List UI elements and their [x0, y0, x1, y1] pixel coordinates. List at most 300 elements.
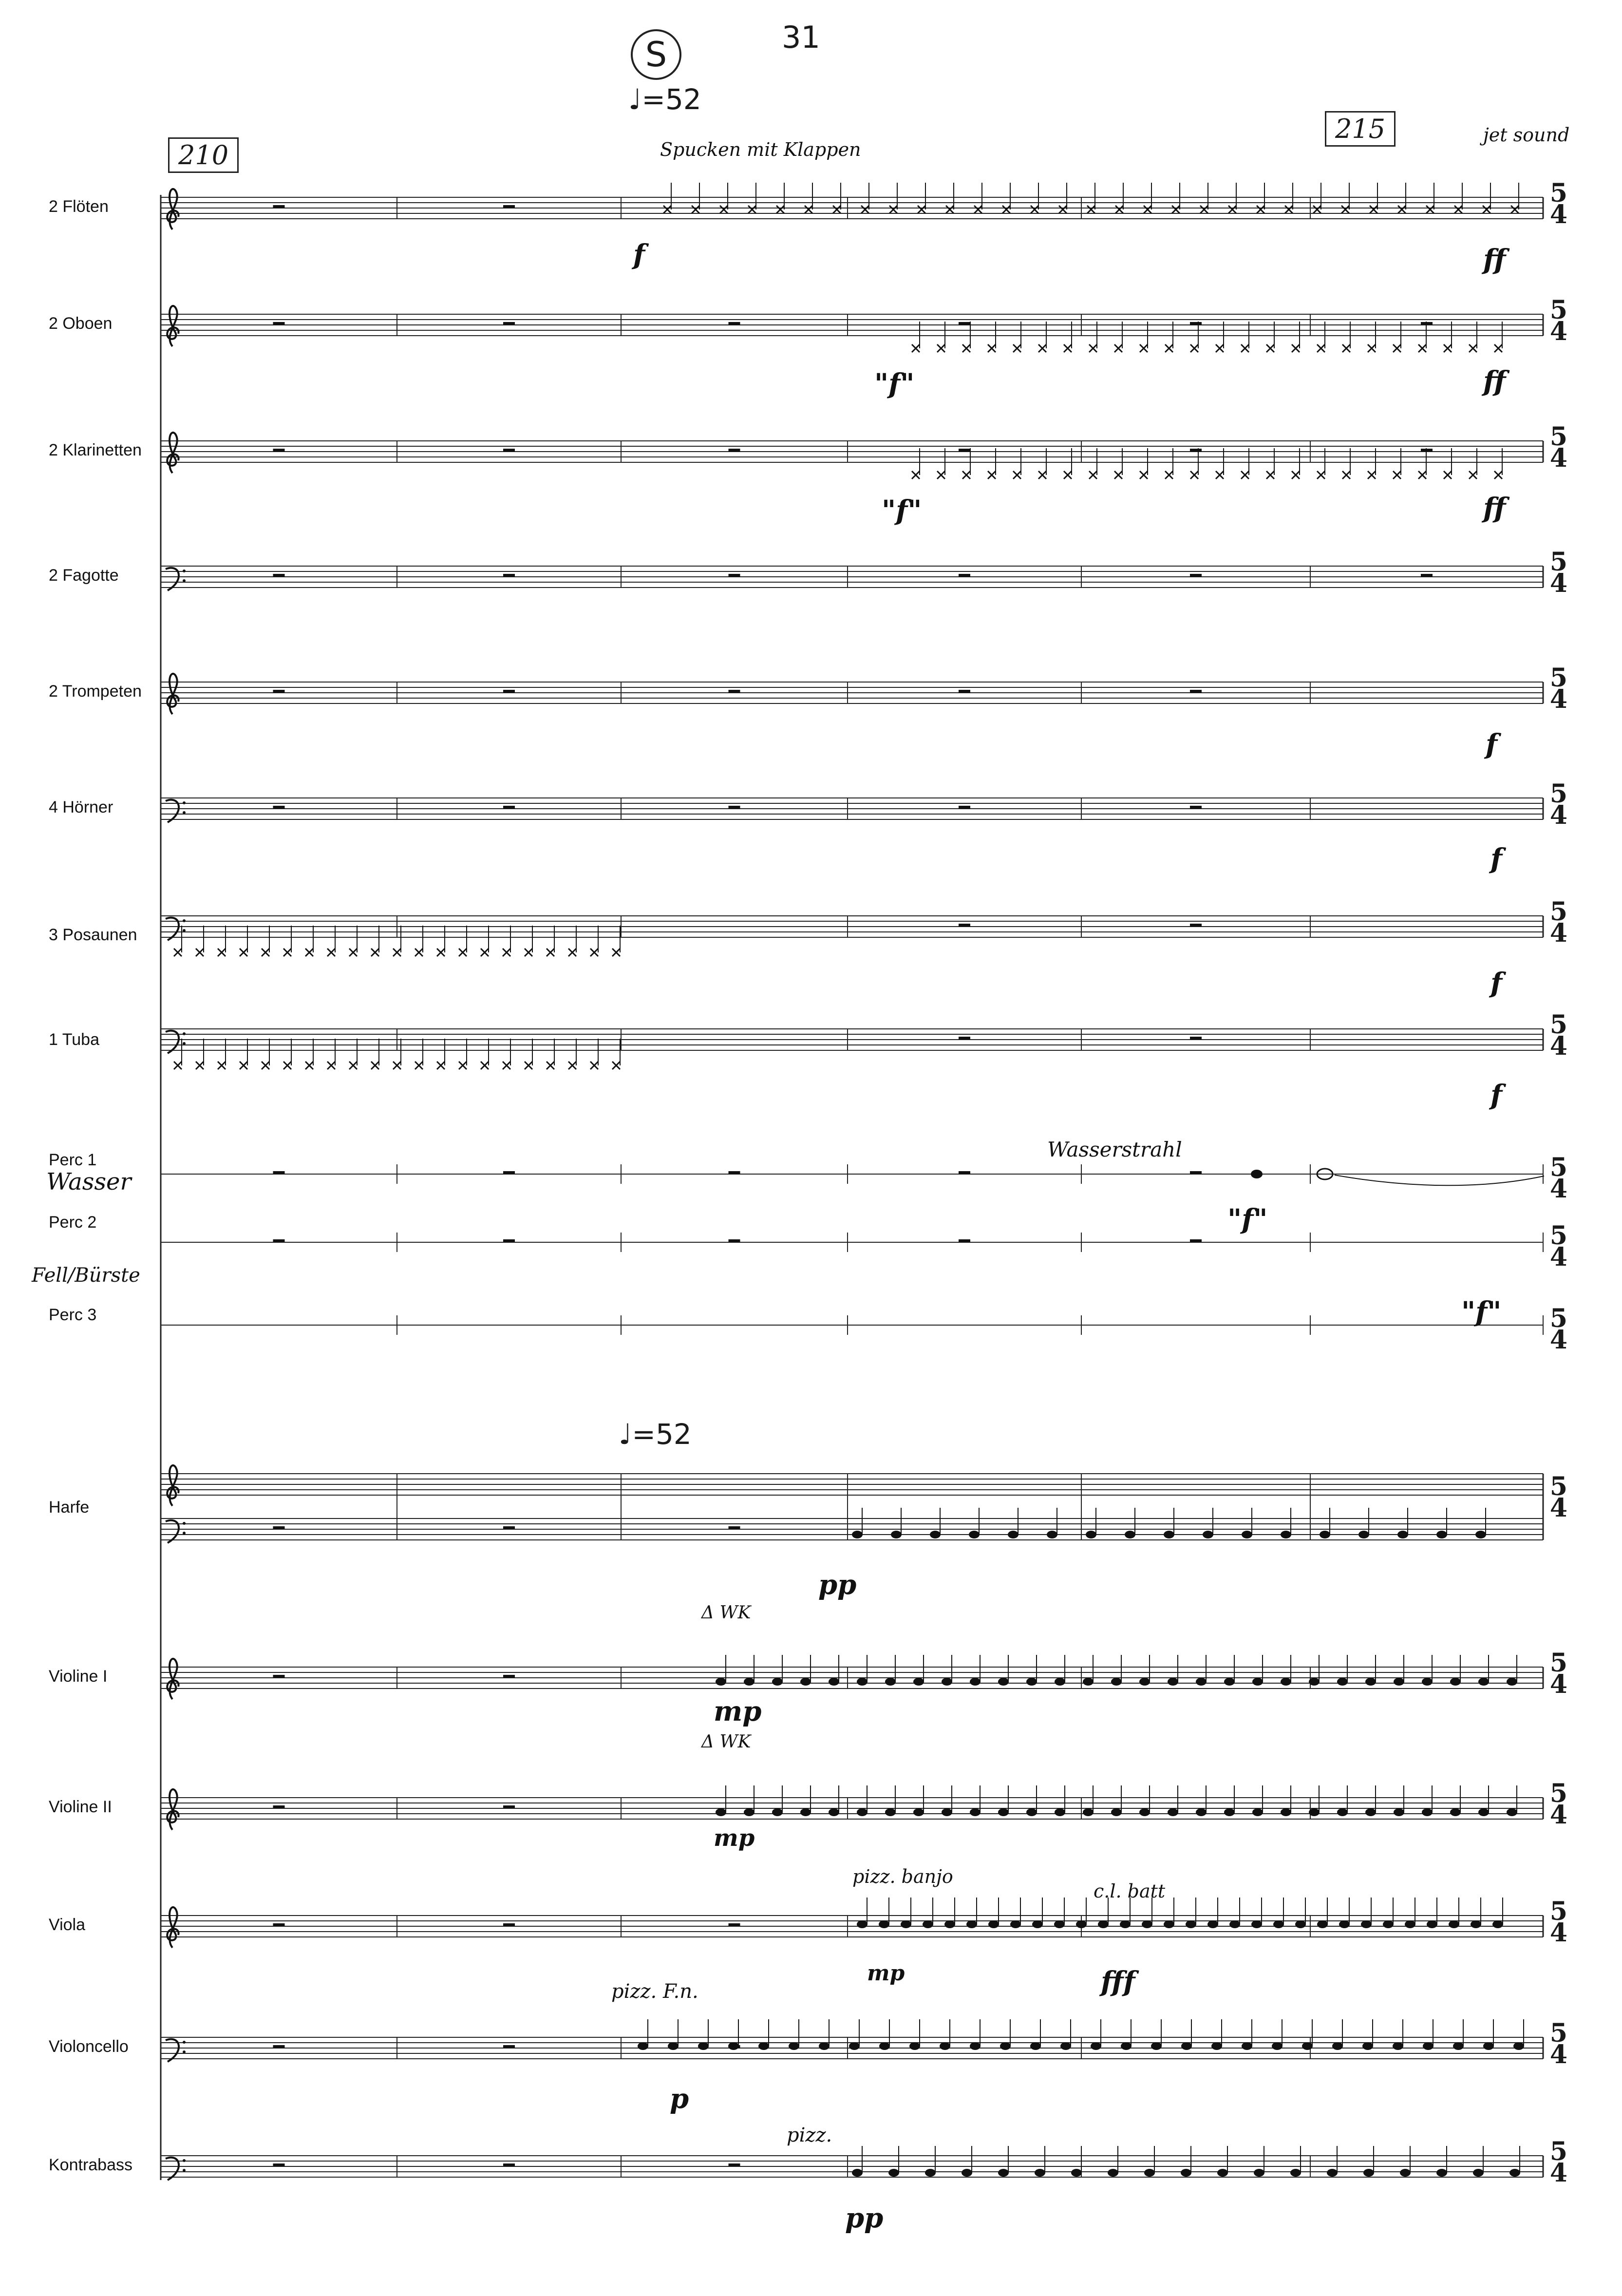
instrument-label-perc3: Perc 3 — [49, 1306, 97, 1324]
violin-note — [1083, 1808, 1094, 1816]
viola-note — [1492, 1920, 1503, 1928]
viola-note — [1207, 1920, 1218, 1928]
violin-note — [1252, 1808, 1263, 1816]
viola-note — [1076, 1920, 1087, 1928]
viola-note — [1054, 1920, 1065, 1928]
violin-note — [885, 1808, 896, 1816]
bass-clef-dot — [183, 919, 186, 922]
viola-note — [966, 1920, 977, 1928]
time-signature-denominator: 4 — [1549, 800, 1568, 830]
bass-note — [1108, 2169, 1118, 2177]
bass-note — [925, 2169, 936, 2177]
violin-note — [913, 1678, 924, 1686]
cello-note — [789, 2042, 799, 2050]
dynamic-oboen-ff: ff — [1483, 365, 1506, 398]
whole-rest — [273, 1805, 285, 1808]
whole-rest — [959, 690, 970, 693]
time-signature-numerator: 5 — [1549, 295, 1568, 325]
dynamic-klarinetten-f: "f" — [882, 494, 922, 527]
treble-clef-icon — [167, 1465, 178, 1506]
time-signature-numerator: 5 — [1549, 1897, 1568, 1926]
violin-note — [1309, 1808, 1320, 1816]
time-signature-numerator: 5 — [1549, 1304, 1568, 1333]
whole-rest — [729, 1923, 740, 1926]
harp-note — [891, 1531, 902, 1538]
violin-note — [998, 1808, 1009, 1816]
violin-note — [1111, 1808, 1122, 1816]
time-signature-denominator: 4 — [1549, 1031, 1568, 1061]
violin-note — [744, 1678, 754, 1686]
whole-rest — [273, 574, 285, 577]
annotation-pizz-kb: pizz. — [787, 2124, 832, 2146]
violin-note — [1281, 1678, 1291, 1686]
whole-rest — [503, 205, 515, 208]
harp-note — [930, 1531, 941, 1538]
bass-note — [1400, 2169, 1411, 2177]
instrument-label-fagotte: 2 Fagotte — [49, 566, 119, 585]
annotation-wk-violine-2: Δ WK — [701, 1732, 751, 1752]
cello-note — [1211, 2042, 1222, 2050]
bass-clef-dot — [183, 2050, 186, 2053]
violin-note — [970, 1678, 981, 1686]
violin-note — [716, 1808, 726, 1816]
viola-note — [1295, 1920, 1306, 1928]
bass-note — [1144, 2169, 1155, 2177]
harp-note — [1242, 1531, 1252, 1538]
time-signature-denominator: 4 — [1549, 1325, 1568, 1355]
instrument-label-floeten: 2 Flöten — [49, 197, 109, 216]
violin-note — [1224, 1678, 1235, 1686]
time-signature — [1549, 178, 1568, 229]
annotation-pizz-banjo: pizz. banjo — [852, 1866, 953, 1887]
viola-note — [1032, 1920, 1043, 1928]
violin-note — [913, 1808, 924, 1816]
time-signature-denominator: 4 — [1549, 1800, 1568, 1830]
time-signature-numerator: 5 — [1549, 547, 1568, 577]
bass-note — [852, 2169, 863, 2177]
time-signature — [1549, 1153, 1568, 1204]
annotation-wasserstrahl: Wasserstrahl — [1047, 1138, 1182, 1161]
cello-note — [638, 2042, 648, 2050]
bass-clef-dot — [183, 1532, 186, 1535]
whole-rest — [959, 924, 970, 927]
instrument-label-oboen: 2 Oboen — [49, 314, 113, 333]
violin-note — [998, 1678, 1009, 1686]
violin-note — [1337, 1808, 1348, 1816]
whole-rest — [273, 806, 285, 809]
violin-note — [1026, 1808, 1037, 1816]
rehearsal-mark-letter: S — [645, 35, 667, 75]
whole-rest — [1190, 449, 1202, 452]
cello-note — [1272, 2042, 1283, 2050]
violin-note — [1507, 1808, 1517, 1816]
harp-note — [1436, 1531, 1447, 1538]
time-signature — [1549, 1648, 1568, 1699]
dynamic-oboen-f: "f" — [874, 368, 915, 400]
violin-note — [1394, 1678, 1404, 1686]
cello-note — [1393, 2042, 1403, 2050]
cello-note — [1181, 2042, 1192, 2050]
time-signature-denominator: 4 — [1549, 2040, 1568, 2069]
whole-rest — [729, 449, 740, 452]
whole-rest — [503, 449, 515, 452]
viola-note — [879, 1920, 889, 1928]
bass-clef-dot — [183, 801, 186, 804]
bass-clef-dot — [183, 1032, 186, 1035]
violin-note — [1394, 1808, 1404, 1816]
cello-note — [668, 2042, 679, 2050]
dynamic-viola-fff: fff — [1101, 1966, 1135, 1998]
time-signature-numerator: 5 — [1549, 1010, 1568, 1040]
instrument-label-violine-2: Violine II — [49, 1798, 112, 1816]
bass-clef-dot — [183, 569, 186, 572]
violin-note — [1450, 1808, 1461, 1816]
whole-rest — [503, 1526, 515, 1529]
perc-rest — [729, 1239, 740, 1242]
instrument-label-trompeten: 2 Trompeten — [49, 682, 142, 701]
whole-rest — [1190, 690, 1202, 693]
dynamic-viola-mp: mp — [867, 1961, 905, 1986]
violin-note — [942, 1808, 952, 1816]
perc-rest — [503, 1171, 515, 1174]
bass-clef-dot — [183, 2169, 186, 2172]
cello-note — [1060, 2042, 1071, 2050]
annotation-jet-sound: jet sound — [1483, 124, 1570, 146]
harp-note — [852, 1531, 863, 1538]
cello-note — [698, 2042, 709, 2050]
bass-clef-dot — [183, 579, 186, 582]
cello-note — [1030, 2042, 1041, 2050]
violin-note — [1478, 1808, 1489, 1816]
bass-note — [1217, 2169, 1228, 2177]
annotation-col-batt: c.l. batt — [1094, 1880, 1166, 1902]
whole-rest — [503, 1923, 515, 1926]
perc-rest — [959, 1171, 970, 1174]
violin-note — [1365, 1678, 1376, 1686]
whole-rest — [273, 1526, 285, 1529]
perc-rest — [959, 1239, 970, 1242]
cello-note — [1362, 2042, 1373, 2050]
time-signature-denominator: 4 — [1549, 1493, 1568, 1523]
harp-note — [1008, 1531, 1018, 1538]
instrument-label-violoncello: Violoncello — [49, 2037, 129, 2056]
violin-note — [1309, 1678, 1320, 1686]
dynamic-violoncello-p: p — [670, 2083, 689, 2115]
time-signature-denominator: 4 — [1549, 1174, 1568, 1204]
dynamic-floeten-f: f — [633, 239, 645, 271]
violin-note — [800, 1808, 811, 1816]
treble-clef-icon — [167, 1789, 178, 1830]
time-signature-numerator: 5 — [1549, 178, 1568, 208]
violin-note — [1083, 1678, 1094, 1686]
cello-note — [819, 2042, 830, 2050]
perc-rest — [1190, 1239, 1202, 1242]
dynamic-posaunen-f: f — [1490, 967, 1503, 999]
cello-note — [1302, 2042, 1313, 2050]
viola-note — [1142, 1920, 1152, 1928]
annotation-pizz-fn: pizz. F.n. — [611, 1980, 698, 2003]
viola-note — [1010, 1920, 1021, 1928]
time-signature-denominator: 4 — [1549, 317, 1568, 346]
whole-rest — [273, 2163, 285, 2166]
time-signature — [1549, 2137, 1568, 2188]
instrument-label-perc2: Perc 2 — [49, 1213, 97, 1232]
dynamic-perc1-f: "f" — [1227, 1203, 1268, 1235]
instrument-label-kontrabass: Kontrabass — [49, 2156, 132, 2174]
treble-clef-icon — [167, 1659, 178, 1699]
violin-note — [857, 1678, 868, 1686]
time-signature-denominator: 4 — [1549, 1670, 1568, 1699]
violin-note — [1055, 1678, 1065, 1686]
cello-note — [1000, 2042, 1011, 2050]
harp-note — [1475, 1531, 1486, 1538]
cello-note — [849, 2042, 860, 2050]
violin-note — [1365, 1808, 1376, 1816]
instrument-label-klarinetten: 2 Klarinetten — [49, 441, 142, 459]
violin-note — [1450, 1678, 1461, 1686]
time-signature — [1549, 1010, 1568, 1061]
cello-note — [1423, 2042, 1433, 2050]
tempo-marking-harp: ♩=52 — [619, 1418, 692, 1451]
violin-note — [1026, 1678, 1037, 1686]
violin-note — [857, 1808, 868, 1816]
violin-note — [1337, 1678, 1348, 1686]
violin-note — [1139, 1678, 1150, 1686]
violin-note — [1111, 1678, 1122, 1686]
viola-note — [1251, 1920, 1262, 1928]
whole-rest — [1421, 574, 1433, 577]
whole-rest — [959, 574, 970, 577]
harp-note — [1047, 1531, 1057, 1538]
perc2-instrument-fell-buerste: Fell/Bürste — [32, 1264, 140, 1287]
violin-note — [716, 1678, 726, 1686]
violin-note — [1055, 1808, 1065, 1816]
time-signature — [1549, 1304, 1568, 1355]
violin-note — [744, 1808, 754, 1816]
cello-note — [1453, 2042, 1464, 2050]
cello-note — [1483, 2042, 1494, 2050]
whole-rest — [503, 1675, 515, 1678]
time-signature-denominator: 4 — [1549, 443, 1568, 473]
viola-note — [1361, 1920, 1372, 1928]
time-signature-denominator: 4 — [1549, 2158, 1568, 2188]
whole-rest — [503, 1805, 515, 1808]
harp-note — [969, 1531, 980, 1538]
viola-note — [1339, 1920, 1350, 1928]
violin-note — [1196, 1678, 1207, 1686]
time-signature — [1549, 295, 1568, 346]
violin-note — [1507, 1678, 1517, 1686]
violin-note — [1252, 1678, 1263, 1686]
violin-note — [829, 1678, 839, 1686]
bass-note — [1290, 2169, 1301, 2177]
time-signature — [1549, 1779, 1568, 1830]
whole-rest — [729, 690, 740, 693]
whole-rest — [273, 690, 285, 693]
instrument-label-harfe: Harfe — [49, 1498, 90, 1517]
violin-note — [1478, 1678, 1489, 1686]
whole-rest — [1190, 806, 1202, 809]
viola-note — [1383, 1920, 1394, 1928]
time-signature-numerator: 5 — [1549, 1153, 1568, 1182]
instrument-label-tuba: 1 Tuba — [49, 1030, 99, 1049]
whole-rest — [729, 806, 740, 809]
dynamic-klarinetten-ff: ff — [1483, 492, 1506, 524]
violin-note — [970, 1808, 981, 1816]
cello-note — [1513, 2042, 1524, 2050]
time-signature — [1549, 547, 1568, 598]
time-signature — [1549, 779, 1568, 830]
whole-rest — [273, 2045, 285, 2048]
whole-rest — [273, 1675, 285, 1678]
cello-note — [1151, 2042, 1162, 2050]
violin-note — [800, 1678, 811, 1686]
bass-clef-dot — [183, 1042, 186, 1045]
whole-rest — [1190, 322, 1202, 325]
time-signature-numerator: 5 — [1549, 1221, 1568, 1251]
viola-note — [901, 1920, 911, 1928]
time-signature — [1549, 1472, 1568, 1523]
bass-note — [888, 2169, 899, 2177]
perc-rest — [1190, 1171, 1202, 1174]
cello-note — [879, 2042, 890, 2050]
violin-note — [1422, 1808, 1433, 1816]
harp-note — [1164, 1531, 1174, 1538]
harp-note — [1203, 1531, 1213, 1538]
dynamic-kontrabass-pp: pp — [845, 2202, 884, 2234]
perc1-tie — [1335, 1175, 1544, 1185]
bass-clef-dot — [183, 1522, 186, 1525]
viola-note — [1427, 1920, 1437, 1928]
viola-note — [944, 1920, 955, 1928]
perc1-note — [1251, 1170, 1263, 1178]
whole-rest — [729, 1526, 740, 1529]
instrument-label-perc1: Perc 1 — [49, 1151, 97, 1169]
cello-note — [970, 2042, 981, 2050]
instrument-label-posaunen: 3 Posaunen — [49, 926, 137, 944]
whole-rest — [729, 2163, 740, 2166]
dynamic-perc2-f: "f" — [1461, 1296, 1502, 1328]
bass-note — [1181, 2169, 1191, 2177]
viola-note — [923, 1920, 933, 1928]
whole-rest — [959, 449, 970, 452]
cello-note — [940, 2042, 950, 2050]
harp-note — [1086, 1531, 1096, 1538]
viola-note — [1120, 1920, 1131, 1928]
tempo-marking-top: ♩=52 — [628, 83, 701, 116]
dynamic-floeten-ff: ff — [1483, 244, 1506, 276]
bass-note — [1035, 2169, 1045, 2177]
whole-rest — [1190, 574, 1202, 577]
viola-note — [1164, 1920, 1174, 1928]
viola-note — [1471, 1920, 1481, 1928]
instrument-label-hoerner: 4 Hörner — [49, 798, 113, 816]
time-signature-numerator: 5 — [1549, 779, 1568, 809]
harp-note — [1125, 1531, 1135, 1538]
violin-note — [829, 1808, 839, 1816]
bass-note — [962, 2169, 972, 2177]
time-signature-numerator: 5 — [1549, 2137, 1568, 2166]
harp-note — [1397, 1531, 1408, 1538]
whole-rest — [503, 690, 515, 693]
dynamic-hoerner-f: f — [1490, 843, 1503, 875]
treble-clef-icon — [167, 433, 178, 473]
harp-note — [1281, 1531, 1291, 1538]
violin-note — [1139, 1808, 1150, 1816]
time-signature — [1549, 422, 1568, 473]
dynamic-trompeten-f: f — [1486, 728, 1498, 760]
violin-note — [1281, 1808, 1291, 1816]
cello-note — [728, 2042, 739, 2050]
time-signature-denominator: 4 — [1549, 918, 1568, 948]
whole-rest — [959, 322, 970, 325]
time-signature-numerator: 5 — [1549, 1472, 1568, 1501]
time-signature — [1549, 663, 1568, 714]
whole-rest — [959, 1037, 970, 1040]
cello-note — [1121, 2042, 1132, 2050]
whole-rest — [503, 2163, 515, 2166]
treble-clef-icon — [167, 1907, 178, 1948]
bar-number-215: 215 — [1325, 111, 1396, 147]
time-signature-numerator: 5 — [1549, 1779, 1568, 1808]
violin-note — [1168, 1808, 1178, 1816]
time-signature — [1549, 2018, 1568, 2069]
cello-note — [1091, 2042, 1101, 2050]
perc1-instrument-wasser: Wasser — [46, 1168, 132, 1195]
treble-clef-icon — [167, 674, 178, 714]
whole-rest — [729, 574, 740, 577]
harp-note — [1358, 1531, 1369, 1538]
harp-note — [1320, 1531, 1330, 1538]
perc-rest — [503, 1239, 515, 1242]
rehearsal-mark — [631, 29, 681, 80]
violin-note — [885, 1678, 896, 1686]
dynamic-violine-1-mp: mp — [714, 1695, 762, 1727]
perc-rest — [273, 1171, 285, 1174]
time-signature-numerator: 5 — [1549, 2018, 1568, 2048]
whole-rest — [273, 1923, 285, 1926]
viola-note — [1405, 1920, 1415, 1928]
treble-clef-icon — [167, 189, 178, 229]
dynamic-tuba-f: f — [1490, 1079, 1503, 1111]
cello-note — [909, 2042, 920, 2050]
bass-clef-dot — [183, 811, 186, 814]
viola-note — [988, 1920, 999, 1928]
time-signature-denominator: 4 — [1549, 1242, 1568, 1272]
violin-note — [1422, 1678, 1433, 1686]
cello-note — [758, 2042, 769, 2050]
whole-rest — [1190, 924, 1202, 927]
viola-note — [857, 1920, 868, 1928]
annotation-spucken: Spucken mit Klappen — [660, 139, 861, 160]
whole-rest — [273, 205, 285, 208]
time-signature — [1549, 1897, 1568, 1948]
viola-note — [1186, 1920, 1196, 1928]
whole-rest — [959, 806, 970, 809]
whole-rest — [273, 322, 285, 325]
violin-note — [942, 1678, 952, 1686]
bass-clef-dot — [183, 2159, 186, 2162]
perc-rest — [273, 1239, 285, 1242]
whole-rest — [503, 574, 515, 577]
instrument-label-violine-1: Violine I — [49, 1667, 108, 1686]
time-signature-numerator: 5 — [1549, 422, 1568, 452]
bass-note — [1071, 2169, 1082, 2177]
whole-rest — [503, 322, 515, 325]
viola-note — [1449, 1920, 1459, 1928]
viola-note — [1273, 1920, 1284, 1928]
bass-note — [1254, 2169, 1264, 2177]
